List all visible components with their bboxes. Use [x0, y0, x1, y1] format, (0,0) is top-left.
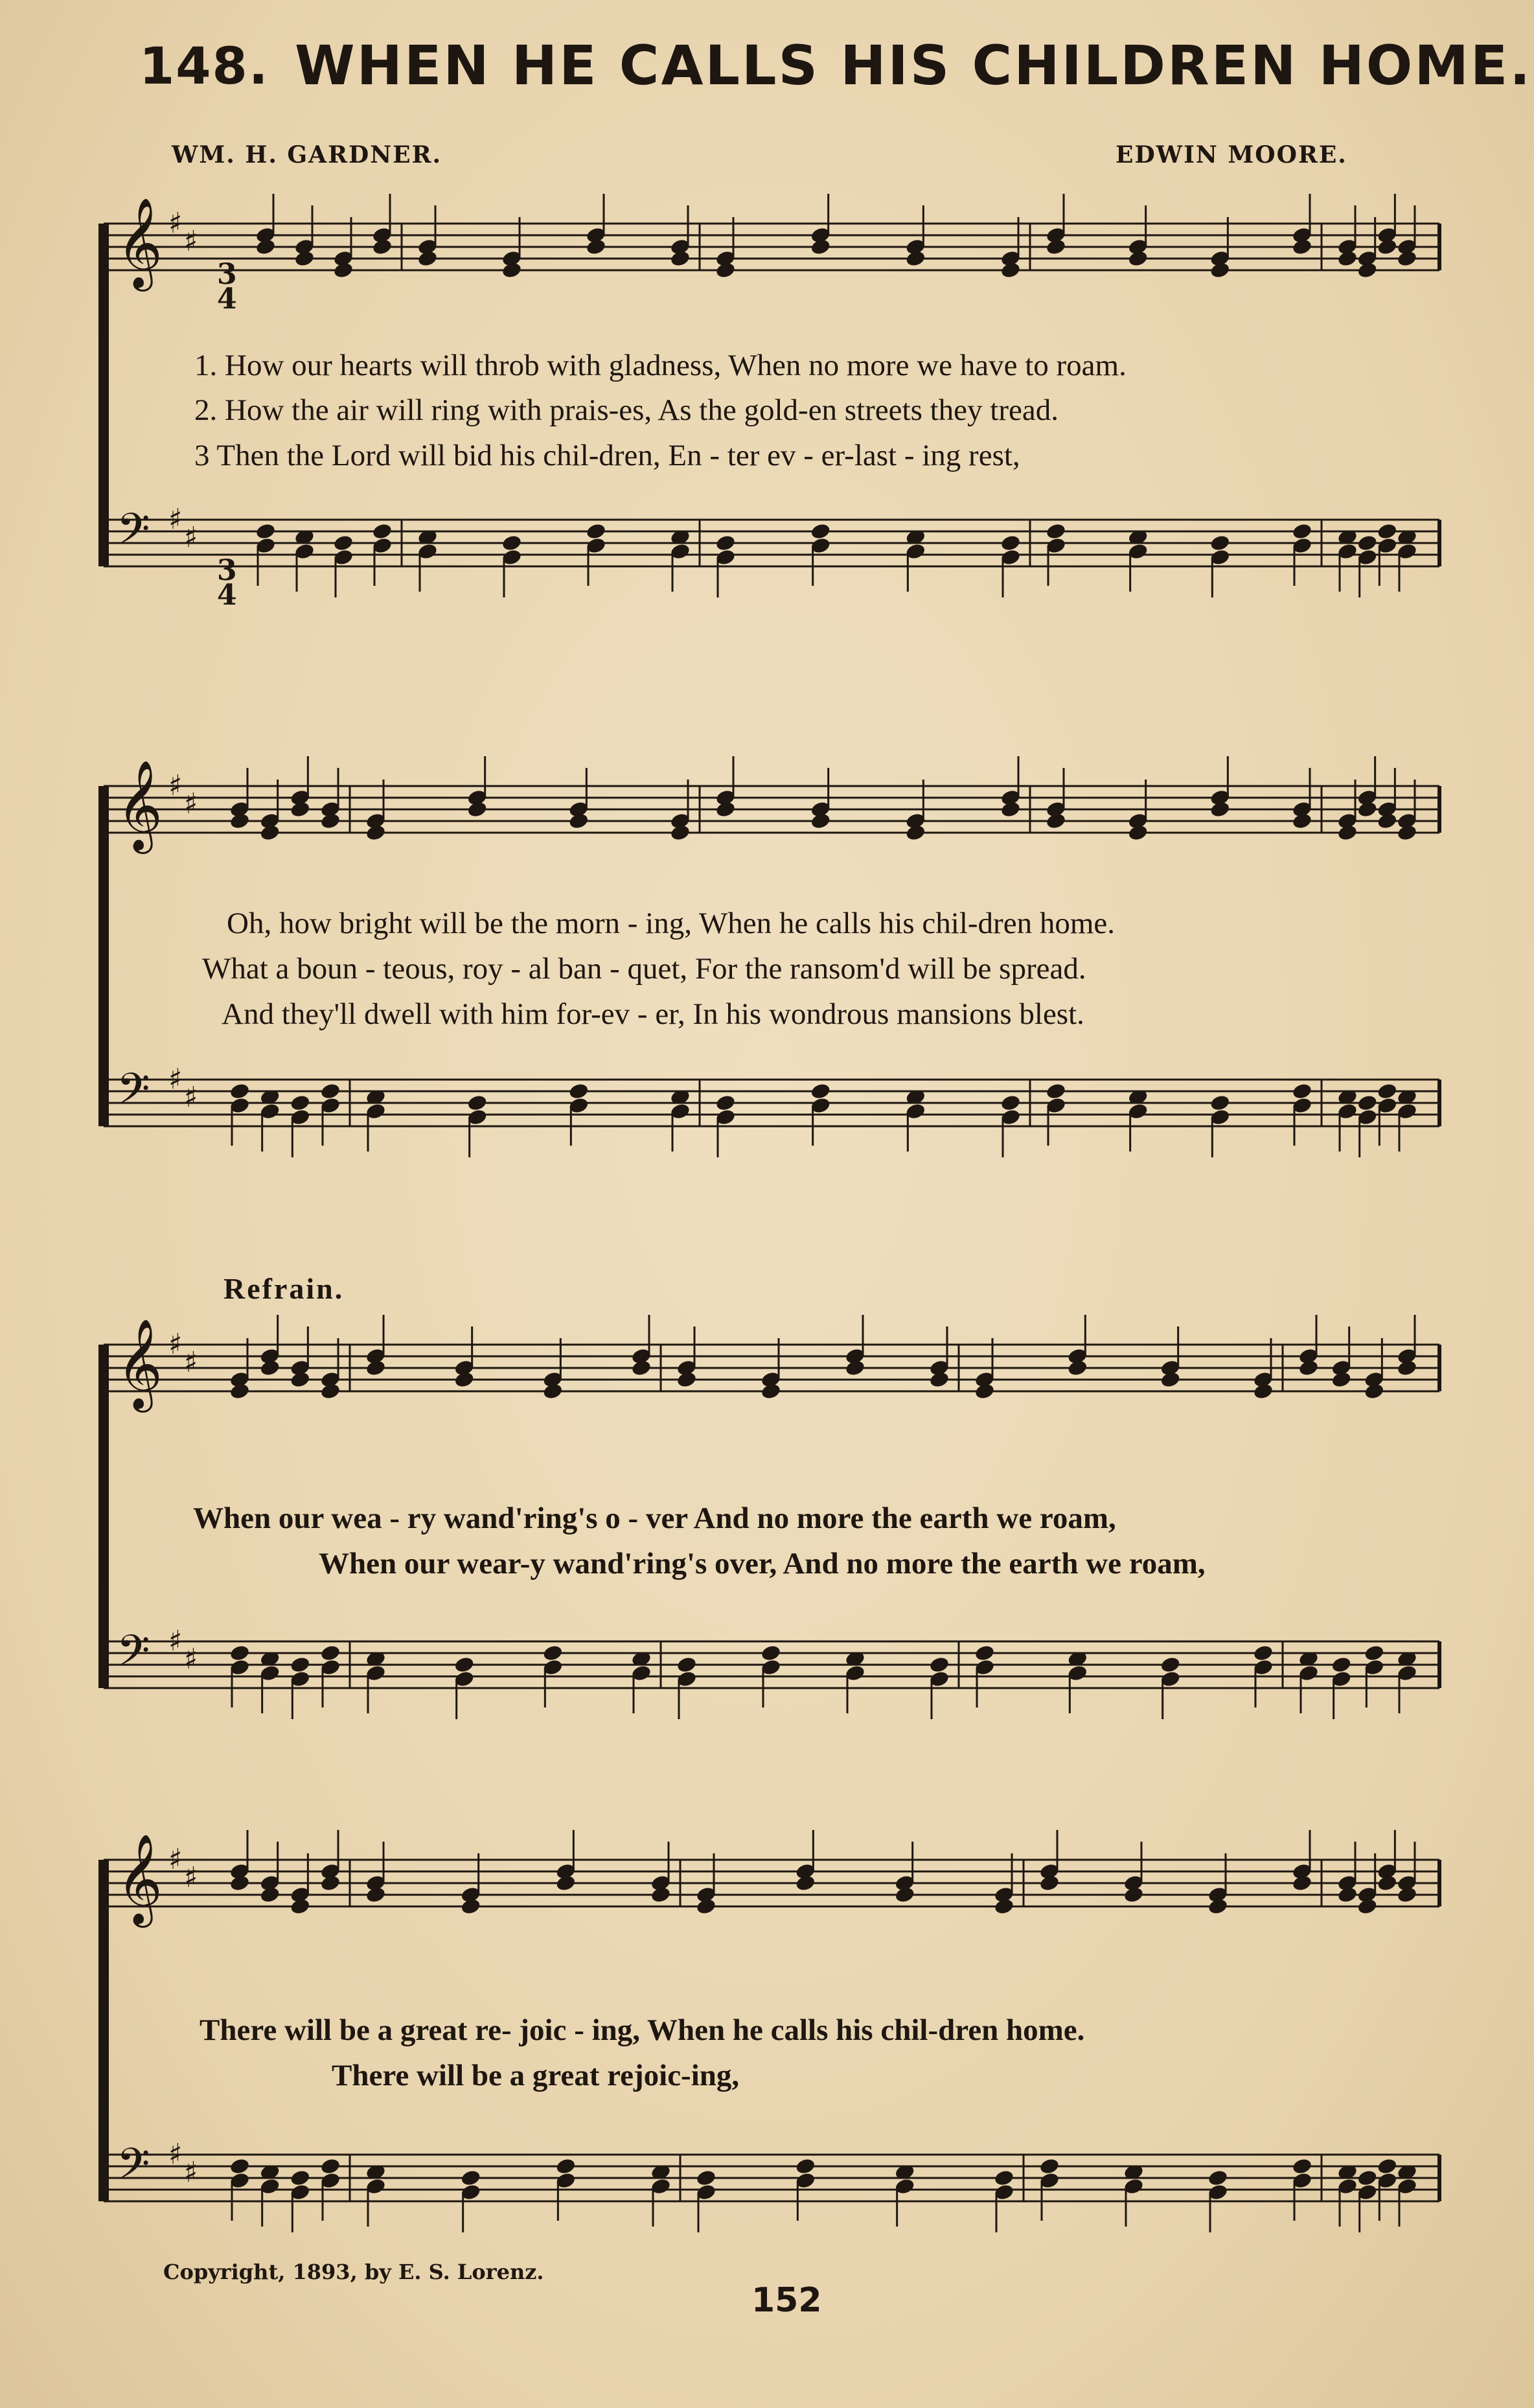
note-head	[290, 1656, 311, 1674]
note-head	[466, 1094, 488, 1112]
note-head	[319, 1382, 341, 1400]
bass-time-top: 3	[217, 554, 237, 587]
copyright-notice: Copyright, 1893, by E. S. Lorenz.	[163, 2260, 544, 2284]
note-head	[371, 522, 393, 540]
note-head	[259, 1359, 280, 1377]
refrain-line-2: There will be a great re- joic - ing, When he calls his chil-dren home.	[200, 2013, 1085, 2047]
bass-clef-icon: 𝄢	[117, 1626, 150, 1686]
note-head	[1252, 1644, 1274, 1662]
sharp-icon: ♯	[168, 207, 183, 240]
note-head	[417, 249, 438, 268]
note-head	[760, 1382, 781, 1400]
note-head	[290, 800, 311, 818]
note-head	[542, 1382, 564, 1400]
note-head	[1045, 812, 1066, 830]
note-head	[795, 1874, 816, 1892]
note-head	[365, 1359, 386, 1377]
note-head	[669, 249, 691, 268]
note-head	[1209, 534, 1231, 552]
note-head	[810, 238, 831, 256]
note-head	[1396, 1359, 1417, 1377]
note-head	[332, 534, 354, 552]
treble-time-bottom: 4	[217, 283, 237, 316]
sharp-icon: ♯	[168, 1625, 183, 1658]
sharp-icon: ♯	[184, 1346, 198, 1379]
note-head	[1207, 2169, 1228, 2187]
refrain-label: Refrain.	[223, 1272, 345, 1305]
note-head	[676, 1371, 697, 1389]
note-head	[1209, 1094, 1231, 1112]
treble-clef-icon: 𝄞	[117, 1319, 163, 1409]
note-head	[1209, 261, 1231, 279]
note-head	[695, 2169, 716, 2187]
note-head	[1291, 522, 1312, 540]
hymn-number: 148.	[139, 38, 269, 96]
note-head	[1209, 800, 1231, 818]
note-head	[974, 1382, 995, 1400]
treble-time-top: 3	[217, 258, 237, 291]
sharp-icon: ♯	[168, 1328, 183, 1361]
note-head	[255, 522, 276, 540]
page-number: 152	[751, 2281, 822, 2320]
note-head	[585, 522, 606, 540]
note-head	[760, 1644, 781, 1662]
note-head	[229, 1082, 250, 1100]
note-head	[1357, 2169, 1378, 2187]
note-head	[1045, 1082, 1066, 1100]
note-head	[928, 1371, 950, 1389]
composer-credit: EDWIN MOORE.	[1116, 141, 1347, 168]
note-head	[229, 1382, 250, 1400]
note-head	[1252, 1382, 1274, 1400]
note-head	[255, 238, 276, 256]
note-head	[1000, 800, 1021, 818]
verse-3-line-2: And they'll dwell with him for-ev - er, In his wondrous mansions blest.	[222, 997, 1084, 1031]
bass-clef-icon: 𝄢	[117, 504, 150, 564]
note-head	[795, 2157, 816, 2175]
note-head	[894, 1886, 915, 1904]
note-head	[319, 812, 341, 830]
note-head	[542, 1644, 564, 1662]
note-head	[905, 249, 926, 268]
note-head	[993, 1897, 1014, 1916]
note-head	[290, 1094, 311, 1112]
note-head	[1377, 238, 1398, 256]
sharp-icon: ♯	[184, 1081, 198, 1114]
note-head	[676, 1656, 697, 1674]
sharp-icon: ♯	[184, 1861, 198, 1894]
note-head	[1067, 1359, 1088, 1377]
note-head	[1045, 522, 1066, 540]
sharp-icon: ♯	[184, 2156, 198, 2189]
note-head	[1045, 238, 1066, 256]
note-head	[259, 1886, 280, 1904]
note-head	[460, 1897, 481, 1916]
refrain-line-1: When our wea - ry wand'ring's o - ver And no more the earth we roam,	[193, 1501, 1116, 1535]
verse-1-line-2: Oh, how bright will be the morn - ing, When he calls his chil-dren home.	[227, 907, 1115, 940]
note-head	[1298, 1359, 1319, 1377]
verse-2-line-1: 2. How the air will ring with prais-es, As the gold-en streets they tread.	[194, 393, 1059, 427]
note-head	[1377, 1082, 1398, 1100]
sharp-icon: ♯	[168, 1843, 183, 1876]
note-head	[1160, 1656, 1181, 1674]
treble-clef-icon: 𝄞	[117, 198, 163, 288]
verse-2-line-2: What a boun - teous, roy - al ban - quet, For the ransom'd will be spread.	[202, 952, 1086, 986]
sharp-icon: ♯	[168, 2138, 183, 2171]
note-head	[1357, 1094, 1378, 1112]
note-head	[1336, 824, 1358, 842]
note-head	[290, 2169, 311, 2187]
note-head	[1331, 1371, 1352, 1389]
note-head	[1038, 1874, 1060, 1892]
note-head	[1396, 824, 1417, 842]
note-head	[1377, 812, 1398, 830]
note-head	[810, 522, 831, 540]
note-head	[319, 2157, 341, 2175]
note-head	[568, 812, 590, 830]
sharp-icon: ♯	[184, 225, 198, 258]
note-head	[993, 2169, 1014, 2187]
sharp-icon: ♯	[168, 1063, 183, 1096]
note-head	[555, 1874, 577, 1892]
note-head	[1123, 1886, 1144, 1904]
note-head	[365, 1886, 386, 1904]
sharp-icon: ♯	[184, 787, 198, 820]
note-head	[810, 812, 831, 830]
note-head	[501, 261, 522, 279]
note-head	[290, 1371, 311, 1389]
note-head	[371, 238, 393, 256]
note-head	[319, 1874, 341, 1892]
note-head	[1357, 1897, 1378, 1916]
note-head	[585, 238, 606, 256]
verse-3-line-1: 3 Then the Lord will bid his chil-dren, En - ter ev - er-last - ing rest,	[194, 439, 1020, 472]
sharp-icon: ♯	[168, 503, 183, 536]
note-head	[229, 812, 250, 830]
note-head	[1038, 2157, 1060, 2175]
note-head	[1396, 1886, 1417, 1904]
bass-time-bottom: 4	[217, 579, 237, 612]
sharp-icon: ♯	[168, 769, 183, 802]
hymn-title: WHEN HE CALLS HIS CHILDREN HOME.	[295, 34, 1533, 97]
treble-clef-icon: 𝄞	[117, 1834, 163, 1924]
note-head	[293, 249, 315, 268]
note-head	[319, 1082, 341, 1100]
note-head	[1357, 800, 1378, 818]
note-head	[1291, 1874, 1312, 1892]
note-head	[1207, 1897, 1228, 1916]
note-head	[555, 2157, 577, 2175]
note-head	[1364, 1382, 1385, 1400]
note-head	[290, 1897, 311, 1916]
note-head	[715, 534, 736, 552]
refrain-line-2-alto: There will be a great rejoic-ing,	[332, 2059, 740, 2092]
note-head	[1396, 249, 1417, 268]
note-head	[1291, 238, 1312, 256]
note-head	[715, 1094, 736, 1112]
note-head	[669, 824, 691, 842]
refrain-line-1-alto: When our wear-y wand'ring's over, And no more the earth we roam,	[319, 1547, 1206, 1580]
note-head	[229, 1874, 250, 1892]
note-head	[1291, 1082, 1312, 1100]
note-head	[1127, 824, 1149, 842]
note-head	[501, 534, 522, 552]
note-head	[259, 824, 280, 842]
note-head	[229, 1644, 250, 1662]
lyricist-credit: WM. H. GARDNER.	[172, 141, 442, 168]
note-head	[810, 1082, 831, 1100]
note-head	[844, 1359, 865, 1377]
note-head	[1291, 812, 1312, 830]
note-head	[1377, 522, 1398, 540]
note-head	[1377, 1874, 1398, 1892]
note-head	[650, 1886, 671, 1904]
note-head	[1000, 534, 1021, 552]
note-head	[466, 800, 488, 818]
note-head	[1377, 2157, 1398, 2175]
note-head	[928, 1656, 950, 1674]
note-head	[1291, 2157, 1312, 2175]
note-head	[365, 824, 386, 842]
note-head	[1364, 1644, 1385, 1662]
note-head	[1331, 1656, 1352, 1674]
note-head	[695, 1897, 716, 1916]
note-head	[715, 800, 736, 818]
note-head	[453, 1371, 475, 1389]
note-head	[1127, 249, 1149, 268]
note-head	[1000, 261, 1021, 279]
note-head	[905, 824, 926, 842]
note-head	[229, 2157, 250, 2175]
bass-clef-icon: 𝄢	[117, 1064, 150, 1124]
note-head	[332, 261, 354, 279]
note-head	[1000, 1094, 1021, 1112]
sharp-icon: ♯	[184, 1643, 198, 1676]
bass-clef-icon: 𝄢	[117, 2139, 150, 2199]
note-head	[1336, 249, 1358, 268]
note-head	[974, 1644, 995, 1662]
note-head	[460, 2169, 481, 2187]
note-head	[1357, 261, 1378, 279]
note-head	[1336, 1886, 1358, 1904]
note-head	[1357, 534, 1378, 552]
note-head	[568, 1082, 590, 1100]
sharp-icon: ♯	[184, 521, 198, 554]
note-head	[630, 1359, 652, 1377]
treble-clef-icon: 𝄞	[117, 760, 163, 850]
verse-1-line-1: 1. How our hearts will throb with gladness, When no more we have to roam.	[194, 349, 1127, 382]
note-head	[319, 1644, 341, 1662]
note-head	[453, 1656, 475, 1674]
note-head	[715, 261, 736, 279]
note-head	[1160, 1371, 1181, 1389]
